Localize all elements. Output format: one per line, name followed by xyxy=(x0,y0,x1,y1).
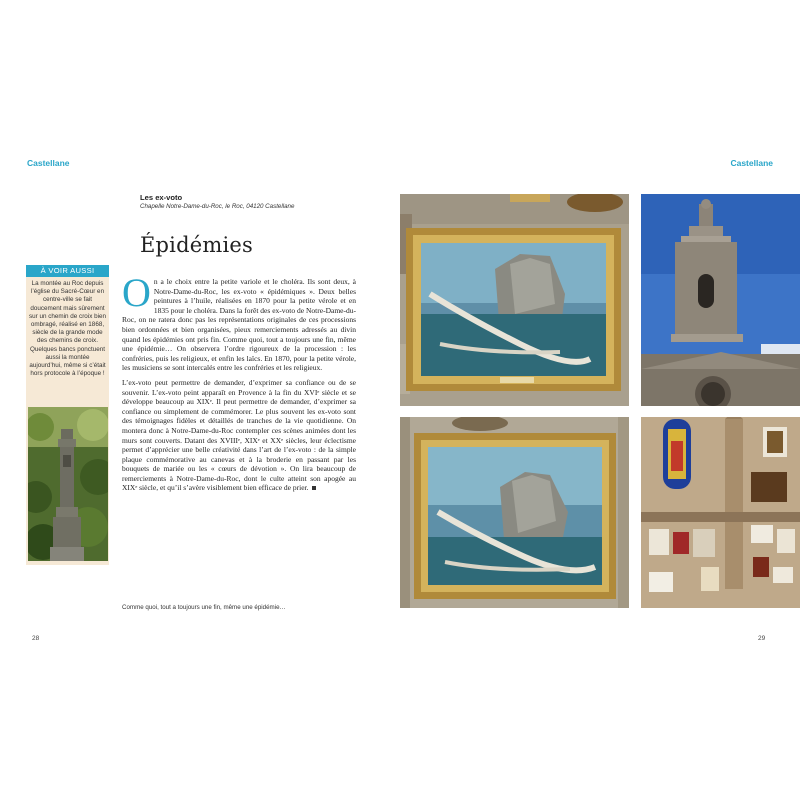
section-kicker: Les ex-voto xyxy=(140,193,183,202)
ex-voto-painting-photo-1 xyxy=(400,194,629,406)
ex-voto-painting-photo-2 xyxy=(400,417,629,608)
bell-tower-photo xyxy=(641,194,800,406)
paragraph-1-text: n a le choix entre la petite variole et le choléra. Ils sont deux, à Notre-Dame-du-Roc, les ex-voto « épidémiques ». Deux belles peintures à l’huile, réalisées en 1870 pour la petite vérole et en 1835 pour le choléra. Dans la forêt des ex-voto de Notre-Dame-du-Roc, on ne ratera donc pas les représentations originales de ces processions bien ordonnées et bien organisées, pieux remerciements adressés au divin quand les épidémies ont pris fin. Comme quoi, tout a toujours une fin, même une épidémie… On observera l’ordre rigoureux de la procession : les confréries, puis les religieux, et enfin les laïcs. En 1870, pour la petite vérole, les musiciens se sont intercalés entre les confréries et les religieux. xyxy=(122,277,356,373)
page-number-right: 29 xyxy=(758,635,766,642)
article-body xyxy=(122,270,356,493)
address-line: Chapelle Notre-Dame-du-Roc, le Roc, 04120 Castellane xyxy=(140,203,295,210)
drop-cap: O xyxy=(122,270,151,315)
calvary-cross-photo xyxy=(28,407,108,561)
page-title: Épidémies xyxy=(140,233,253,257)
sidebar-text: La montée au Roc depuis l’église du Sacré-Cœur en centre-ville se fait doucement mais sûrement sur un chemin de croix bien ombragé, réalisé en 1868, siècle de la grande mode des chemins de croix. Quelques bancs ponctuent aussi la montée aujourd’hui, même si c’était hors protocole à l’époque ! xyxy=(29,280,107,378)
paragraph-2-text: L’ex-voto peut permettre de demander, d’exprimer sa confiance ou de se souvenir. L’ex-voto peint apparaît en Provence à la fin du XVIᵉ siècle et se développe beaucoup au XIXᵉ. Il peut permettre de demander, d’exprimer sa confiance ou simplement de commémorer. Le plus souvent les ex-voto sont des témoignages fidèles et détaillés de tranches de la vie quotidienne. On montera donc à Notre-Dame-du-Roc contempler ces scènes animées dont les murs sont couverts. Datant des XVIIIᵉ, XIXᵉ et XXᵉ siècles, leur éclectisme permet d’apprécier une belle créativité dans l’art de l’ex-voto : de la simple plaque commémorative au canevas et à la broderie en passant par les bouquets de mariée ou les « cœurs de dévotion ». On lira beaucoup de remerciements à Notre-Dame-du-Roc, dont le culte atteint son apogée au XIXᵉ siècle, et qu’il s’avère visiblement bien efficace de prier. xyxy=(122,377,356,493)
photo-caption: Comme quoi, tout a toujours une fin, même une épidémie… xyxy=(122,604,286,611)
running-head-left: Castellane xyxy=(27,158,70,168)
sidebar-title: À VOIR AUSSI xyxy=(26,265,109,277)
page-number-left: 28 xyxy=(32,635,40,642)
end-mark-icon xyxy=(312,486,316,490)
chapel-interior-photo xyxy=(641,417,800,608)
running-head-right: Castellane xyxy=(730,158,773,168)
paragraph-1 xyxy=(122,270,356,373)
paragraph-2 xyxy=(122,378,356,493)
sidebar-box xyxy=(26,265,109,565)
